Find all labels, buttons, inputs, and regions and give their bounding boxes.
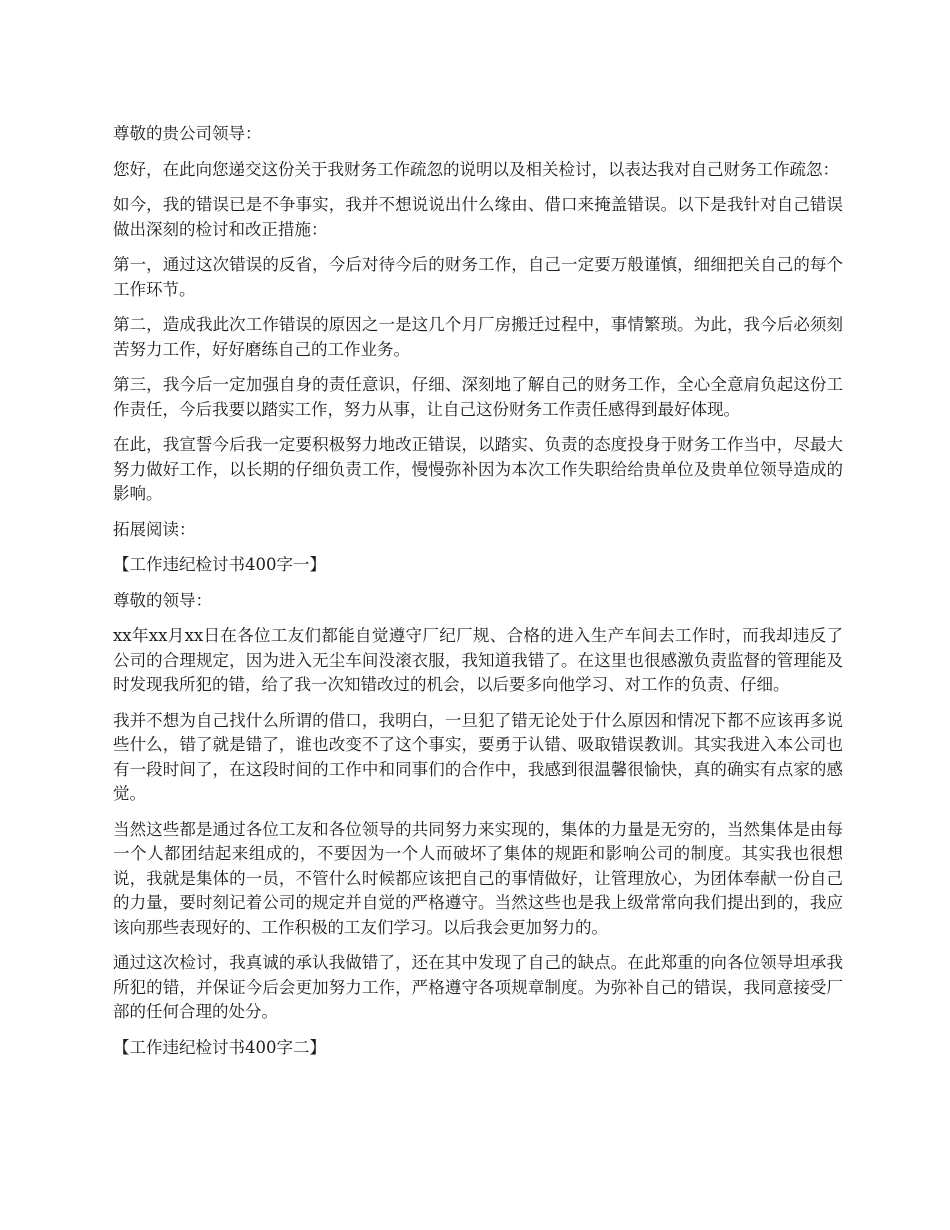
- extended-reading-label: 拓展阅读：: [113, 519, 196, 539]
- measure-three-paragraph: 第三，我今后一定加强自身的责任意识，仔细、深刻地了解自己的财务工作，全心全意肩负起这份工作责任，今后我要以踏实工作，努力从事，让自己这份财务工作责任感得到最好体现。: [113, 375, 843, 419]
- acknowledgement-paragraph: 如今，我的错误已是不争事实，我并不想说说出什么缘由、借口来掩盖错误。以下是我针对自己错误做出深刻的检讨和改正措施：: [113, 195, 843, 239]
- intro-paragraph: 您好，在此向您递交这份关于我财务工作疏忽的说明以及相关检讨，以表达我对自己财务工作疏忽：: [113, 159, 839, 179]
- section-heading-two: 【工作违纪检讨书400字二】: [113, 1037, 326, 1057]
- section-heading-one: 【工作违纪检讨书400字一】: [113, 555, 326, 574]
- no-excuse-paragraph: 我并不想为自己找什么所谓的借口，我明白，一旦犯了错无论处于什么原因和情况下都不应该再多说些什么，错了就是错了，谁也改变不了这个事实，要勇于认错、吸取错误教训。其实我进入本公司也有一段时间了，在这段时间的工作中和同事们的合作中，我感到很温馨很愉快，真的确实有点家的感觉。: [113, 710, 843, 803]
- salutation: 尊敬的贵公司领导：: [113, 124, 262, 143]
- document-body: [113, 122, 843, 1071]
- salutation-two: 尊敬的领导：: [113, 590, 212, 610]
- incident-paragraph: xx年xx月xx日在各位工友们都能自觉遵守厂纪厂规、合格的进入生产车间去工作时，而我却违反了公司的合理规定，因为进入无尘车间没滚衣服，我知道我错了。在这里也很感激负责监督的管理能及时发现我所犯的错，给了我一次知错改过的机会，以后要多向他学习、对工作的负责、仔细。: [113, 626, 843, 694]
- measure-one-paragraph: 第一，通过这次错误的反省，今后对待今后的财务工作，自己一定要万般谨慎，细细把关自己的每个工作环节。: [113, 255, 843, 299]
- measure-two-paragraph: 第二，造成我此次工作错误的原因之一是这几个月厂房搬迁过程中，事情繁琐。为此，我今后必须刻苦努力工作，好好磨练自己的工作业务。: [113, 315, 843, 359]
- conclusion-paragraph: 通过这次检讨，我真诚的承认我做错了，还在其中发现了自己的缺点。在此郑重的向各位领导坦承我所犯的错，并保证今后会更加努力工作，严格遵守各项规章制度。为弥补自己的错误，我同意接受厂部的任何合理的处分。: [113, 953, 843, 1021]
- collective-paragraph: 当然这些都是通过各位工友和各位领导的共同努力来实现的，集体的力量是无穷的，当然集体是由每一个人都团结起来组成的，不要因为一个人而破坏了集体的规距和影响公司的制度。其实我也很想说，我就是集体的一员，不管什么时候都应该把自己的事情做好，让管理放心，为团体奉献一份自己的力量，要时刻记着公司的规定并自觉的严格遵守。当然这些也是我上级常常向我们提出到的，我应该向那些表现好的、工作积极的工友们学习。以后我会更加努力的。: [113, 819, 843, 937]
- pledge-paragraph: 在此，我宣誓今后我一定要积极努力地改正错误，以踏实、负责的态度投身于财务工作当中，尽最大努力做好工作，以长期的仔细负责工作，慢慢弥补因为本次工作失职给给贵单位及贵单位领导造成的影响。: [113, 435, 843, 503]
